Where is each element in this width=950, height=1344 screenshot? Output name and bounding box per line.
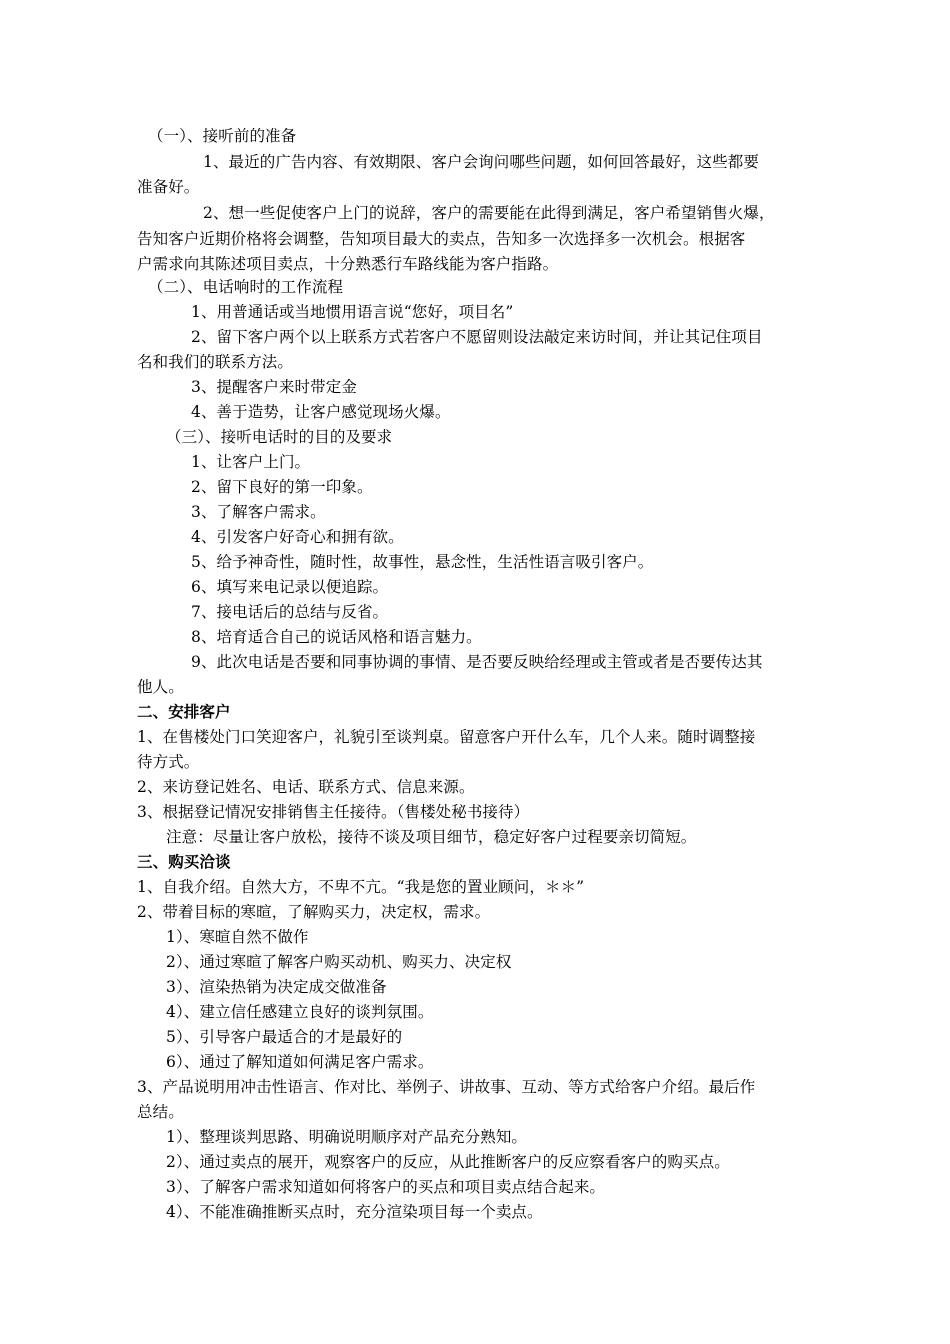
section-heading: （三）、接听电话时的目的及要求 <box>166 428 393 446</box>
sub-list-item: 5）、引导客户最适合的才是最好的 <box>166 1028 403 1046</box>
paragraph-line: 户需求向其陈述项目卖点，十分熟悉行车路线能为客户指路。 <box>137 255 559 273</box>
list-item: 2、留下良好的第一印象。 <box>191 478 373 496</box>
list-item: 3、了解客户需求。 <box>191 503 326 521</box>
paragraph-line: 告知客户近期价格将会调整，告知项目最大的卖点，告知多一次选择多一次机会。根据客 <box>137 230 746 248</box>
list-item: 总结。 <box>137 1103 184 1121</box>
list-item: 3、根据登记情况安排销售主任接待。（售楼处秘书接待） <box>137 803 530 821</box>
paragraph-line: 1、最近的广告内容、有效期限、客户会询问哪些问题，如何回答最好，这些都要 <box>203 153 759 171</box>
paragraph-line: 准备好。 <box>137 178 200 196</box>
sub-list-item: 6）、通过了解知道如何满足客户需求。 <box>166 1053 434 1071</box>
list-item: 4、引发客户好奇心和拥有欲。 <box>191 528 404 546</box>
sub-list-item: 3）、了解客户需求知道如何将客户的买点和项目卖点结合起来。 <box>166 1178 606 1196</box>
list-item: 7、接电话后的总结与反省。 <box>191 603 389 621</box>
sub-list-item: 2）、通过寒暄了解客户购买动机、购买力、决定权 <box>166 953 512 971</box>
list-item: 4、善于造势，让客户感觉现场火爆。 <box>191 403 451 421</box>
sub-list-item: 2）、通过卖点的展开，观察客户的反应，从此推断客户的反应察看客户的购买点。 <box>166 1153 730 1171</box>
sub-list-item: 3）、渲染热销为决定成交做准备 <box>166 978 387 996</box>
list-item: 5、给予神奇性，随时性，故事性，悬念性，生活性语言吸引客户。 <box>191 553 654 571</box>
list-item: 1、在售楼处门口笑迎客户，礼貌引至谈判桌。留意客户开什么车，几个人来。随时调整接 <box>137 728 756 746</box>
list-item: 2、留下客户两个以上联系方式若客户不愿留则设法敲定来访时间，并让其记住项目 <box>191 328 763 346</box>
sub-list-item: 4）、建立信任感建立良好的谈判氛围。 <box>166 1003 434 1021</box>
note-line: 注意：尽量让客户放松，接待不谈及项目细节，稳定好客户过程要亲切简短。 <box>166 828 697 846</box>
chapter-heading: 二、安排客户 <box>137 702 231 721</box>
sub-list-item: 4）、不能准确推断买点时，充分渲染项目每一个卖点。 <box>166 1203 543 1221</box>
list-item: 9、此次电话是否要和同事协调的事情、是否要反映给经理或主管或者是否要传达其 <box>191 653 763 671</box>
list-item: 8、培育适合自己的说话风格和语言魅力。 <box>191 628 482 646</box>
list-item: 3、提醒客户来时带定金 <box>191 378 357 396</box>
list-item: 1、自我介绍。自然大方，不卑不亢。“我是您的置业顾问，＊＊” <box>137 878 585 896</box>
section-heading: （一）、接听前的准备 <box>148 127 297 145</box>
list-item: 1、让客户上门。 <box>191 453 311 471</box>
list-item: 他人。 <box>137 678 184 696</box>
list-item: 6、填写来电记录以便追踪。 <box>191 578 389 596</box>
list-item: 1、用普通话或当地惯用语言说“您好，项目名” <box>191 303 514 321</box>
list-item: 2、带着目标的寒暄，了解购买力，决定权，需求。 <box>137 903 491 921</box>
section-heading: （二）、电话响时的工作流程 <box>148 278 344 296</box>
list-item: 待方式。 <box>137 753 200 771</box>
sub-list-item: 1）、整理谈判思路、明确说明顺序对产品充分熟知。 <box>166 1128 528 1146</box>
sub-list-item: 1）、寒暄自然不做作 <box>166 928 309 946</box>
list-item: 3、产品说明用冲击性语言、作对比、举例子、讲故事、互动、等方式给客户介绍。最后作 <box>137 1078 756 1096</box>
list-item: 2、来访登记姓名、电话、联系方式、信息来源。 <box>137 778 475 796</box>
list-item: 名和我们的联系方法。 <box>137 353 294 371</box>
chapter-heading: 三、购买洽谈 <box>137 852 231 871</box>
paragraph-line: 2、想一些促使客户上门的说辞，客户的需要能在此得到满足，客户希望销售火爆， <box>203 204 775 222</box>
